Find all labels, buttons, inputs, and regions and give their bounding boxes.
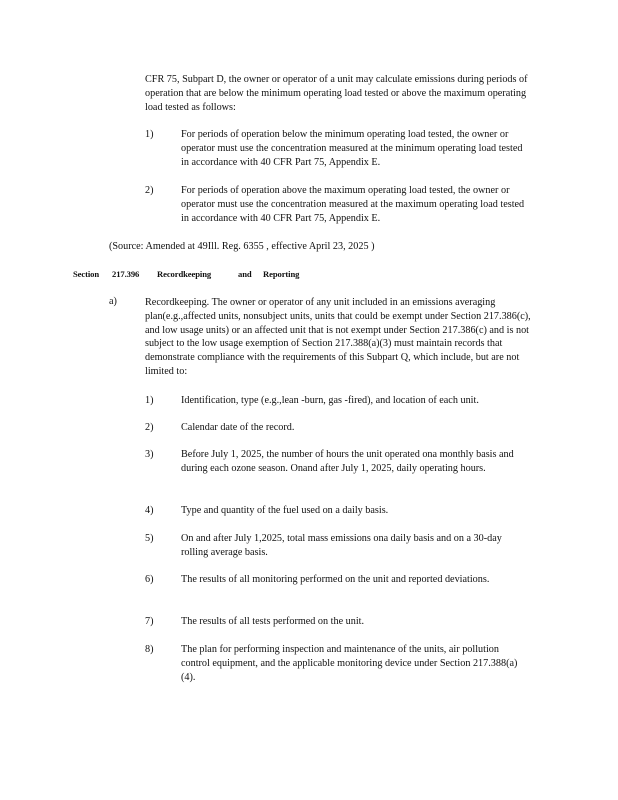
sub-item-text: For periods of operation below the minimum operating load tested, the owner or operator must use the concentration measured at the minimum operating load tested in accordance with 40 CFR Part 75, Appendix E. (181, 129, 523, 168)
section-title-word: Recordkeeping (157, 269, 212, 279)
record-number: 1) (145, 395, 154, 406)
record-number: 2) (145, 422, 154, 433)
record-number: 3) (145, 449, 154, 460)
source-note: (Source: Amended at 49Ill. Reg. 6355 , effective April 23, 2025 ) (109, 241, 375, 252)
record-text: Identification, type (e.g.,lean -burn, gas -fired), and location of each unit. (181, 395, 479, 406)
sub-item-number: 2) (145, 185, 154, 196)
record-number: 7) (145, 616, 154, 627)
item-a-text: Recordkeeping. The owner or operator of any unit included in an emissions averaging plan(e.g.,affected units, nonsubject units, units that could be exempt under Section 217.386(c), and low usage units) or an affected unit that is not exempt under Section 217.386(c) and is not subject to the low usage exemption of Section 217.388(a)(3) must maintain records that demonstrate compliance with the requirements of this Subpart Q, which include, but are not limited to: (145, 297, 531, 377)
sub-item-text: For periods of operation above the maximum operating load tested, the owner or operator must use the concentration measured at the maximum operating load tested in accordance with 40 CFR Part 75, Appendix E. (181, 185, 525, 224)
record-text: On and after July 1,2025, total mass emissions ona daily basis and on a 30-day rolling average basis. (181, 533, 502, 558)
record-number: 6) (145, 574, 154, 585)
record-text: Before July 1, 2025, the number of hours the unit operated ona monthly basis and during each ozone season. Onand after July 1, 2025, daily operating hours. (181, 449, 514, 474)
section-title-word2: Reporting (263, 269, 300, 279)
record-text: The plan for performing inspection and maintenance of the units, air pollution control equipment, and the applicable monitoring device under Section 217.388(a)(4). (181, 644, 518, 683)
record-number: 5) (145, 533, 154, 544)
record-text: Type and quantity of the fuel used on a daily basis. (181, 505, 389, 516)
item-a-label: a) (109, 296, 117, 307)
record-number: 4) (145, 505, 154, 516)
record-text: The results of all monitoring performed on the unit and reported deviations. (181, 574, 490, 585)
section-number: 217.396 (112, 269, 140, 279)
record-text: The results of all tests performed on the unit. (181, 616, 365, 627)
record-text: Calendar date of the record. (181, 422, 295, 433)
section-label: Section (73, 269, 100, 279)
intro-paragraph: CFR 75, Subpart D, the owner or operator of a unit may calculate emissions during periods of operation that are below the minimum operating load tested or above the maximum operating load tested as follows: (145, 74, 528, 113)
section-title-and: and (238, 269, 252, 279)
record-number: 8) (145, 644, 154, 655)
sub-item-number: 1) (145, 129, 154, 140)
